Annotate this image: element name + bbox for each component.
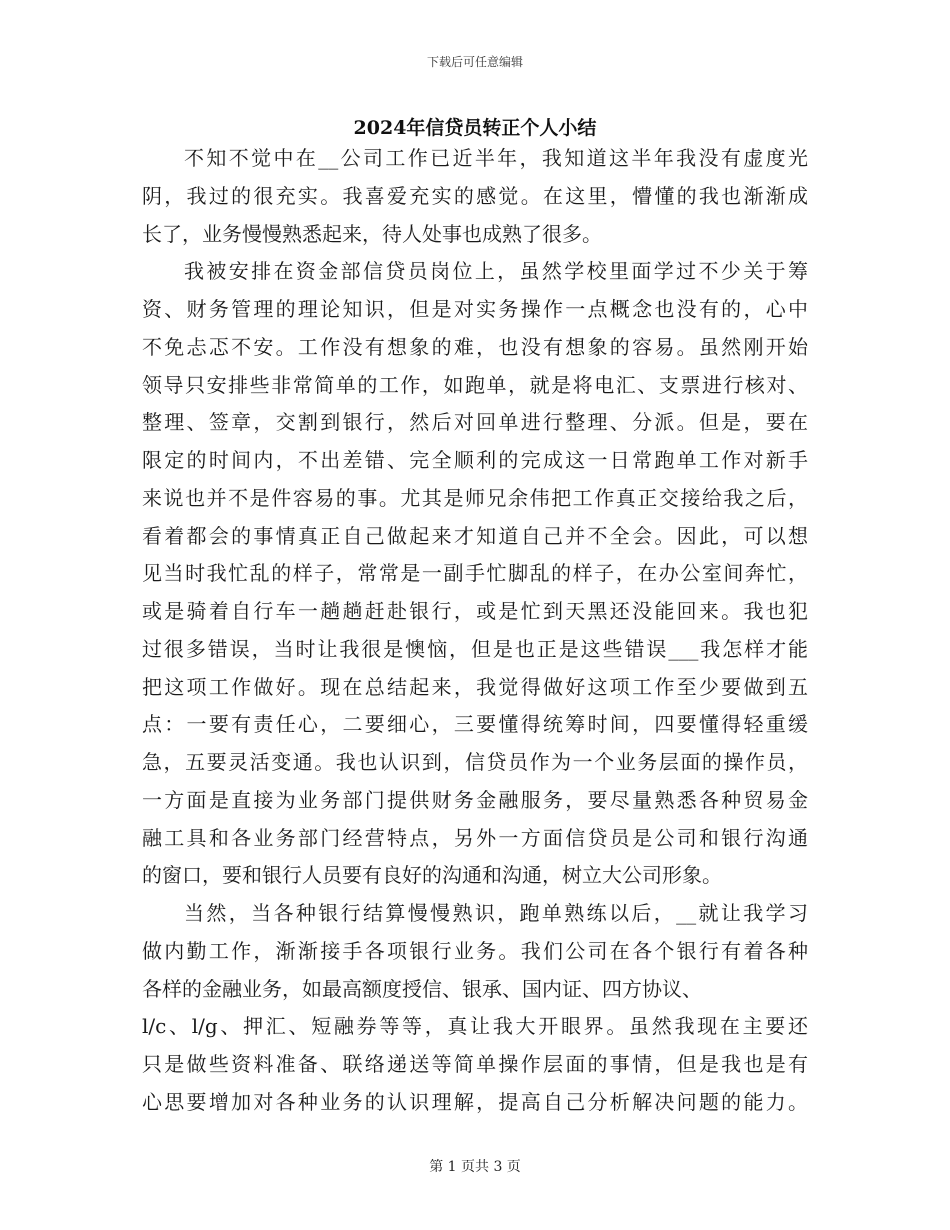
- paragraph-line: 融工具和各业务部门经营特点，另外一方面信贷员是公司和银行沟通: [142, 825, 808, 850]
- document-title: 2024年信贷员转正个人小结: [353, 117, 597, 139]
- page-footer: 第 1 页共 3 页: [429, 1159, 521, 1175]
- paragraph-line: 点：一要有责任心，二要细心，三要懂得统筹时间，四要懂得轻重缓: [142, 712, 808, 737]
- paragraph-line: 急，五要灵活变通。我也认识到，信贷员作为一个业务层面的操作员，: [142, 750, 808, 774]
- paragraph-line: 不免忐忑不安。工作没有想象的难，也没有想象的容易。虽然刚开始: [142, 334, 808, 359]
- paragraph-line: 做内勤工作，渐渐接手各项银行业务。我们公司在各个银行有着各种: [142, 938, 808, 963]
- paragraph-line: 我被安排在资金部信贷员岗位上，虽然学校里面学过不少关于筹: [184, 259, 808, 284]
- paragraph-line: 看着都会的事情真正自己做起来才知道自己并不全会。因此，可以想: [142, 523, 808, 548]
- paragraph-line: 或是骑着自行车一趟趟赶赴银行，或是忙到天黑还没能回来。我也犯: [142, 599, 808, 623]
- paragraph-line: 整理、签章，交割到银行，然后对回单进行整理、分派。但是，要在: [142, 410, 808, 435]
- paragraph-line: 过很多错误，当时让我很是懊恼，但是也正是这些错误___我怎样才能: [142, 636, 808, 661]
- paragraph-line: 资、财务管理的理论知识，但是对实务操作一点概念也没有的，心中: [142, 297, 808, 321]
- paragraph-line: 把这项工作做好。现在总结起来，我觉得做好这项工作至少要做到五: [142, 674, 808, 699]
- paragraph-line: 只是做些资料准备、联络递送等简单操作层面的事情，但是我也是有: [142, 1052, 808, 1076]
- paragraph-line: 各样的金融业务，如最高额度授信、银承、国内证、四方协议、: [142, 976, 702, 1001]
- paragraph-line: 长了，业务慢慢熟悉起来，待人处事也成熟了很多。: [142, 221, 602, 246]
- paragraph-line: l/c、l/g、押汇、短融券等等，真让我大开眼界。虽然我现在主要还: [142, 1014, 808, 1039]
- paragraph-line: 心思要增加对各种业务的认识理解，提高自己分析解决问题的能力。: [142, 1089, 808, 1114]
- paragraph-line: 见当时我忙乱的样子，常常是一副手忙脚乱的样子，在办公室间奔忙，: [142, 561, 808, 586]
- paragraph-line: 限定的时间内，不出差错、完全顺利的完成这一日常跑单工作对新手: [142, 448, 808, 472]
- header-note: 下载后可任意编辑: [426, 55, 523, 69]
- paragraph-line: 来说也并不是件容易的事。尤其是师兄余伟把工作真正交接给我之后，: [142, 485, 808, 510]
- document-body: [142, 140, 808, 1122]
- paragraph-line: 阴，我过的很充实。我喜爱充实的感觉。在这里，懵懂的我也渐渐成: [142, 183, 808, 208]
- paragraph-line: 领导只安排些非常简单的工作，如跑单，就是将电汇、支票进行核对、: [142, 372, 808, 397]
- paragraph-line: 一方面是直接为业务部门提供财务金融服务，要尽量熟悉各种贸易金: [142, 787, 808, 812]
- paragraph-line: 不知不觉中在__公司工作已近半年，我知道这半年我没有虚度光: [184, 146, 808, 170]
- paragraph-line: 的窗口，要和银行人员要有良好的沟通和沟通，树立大公司形象。: [142, 863, 722, 888]
- paragraph-line: 当然，当各种银行结算慢慢熟识，跑单熟练以后，__就让我学习: [184, 901, 808, 925]
